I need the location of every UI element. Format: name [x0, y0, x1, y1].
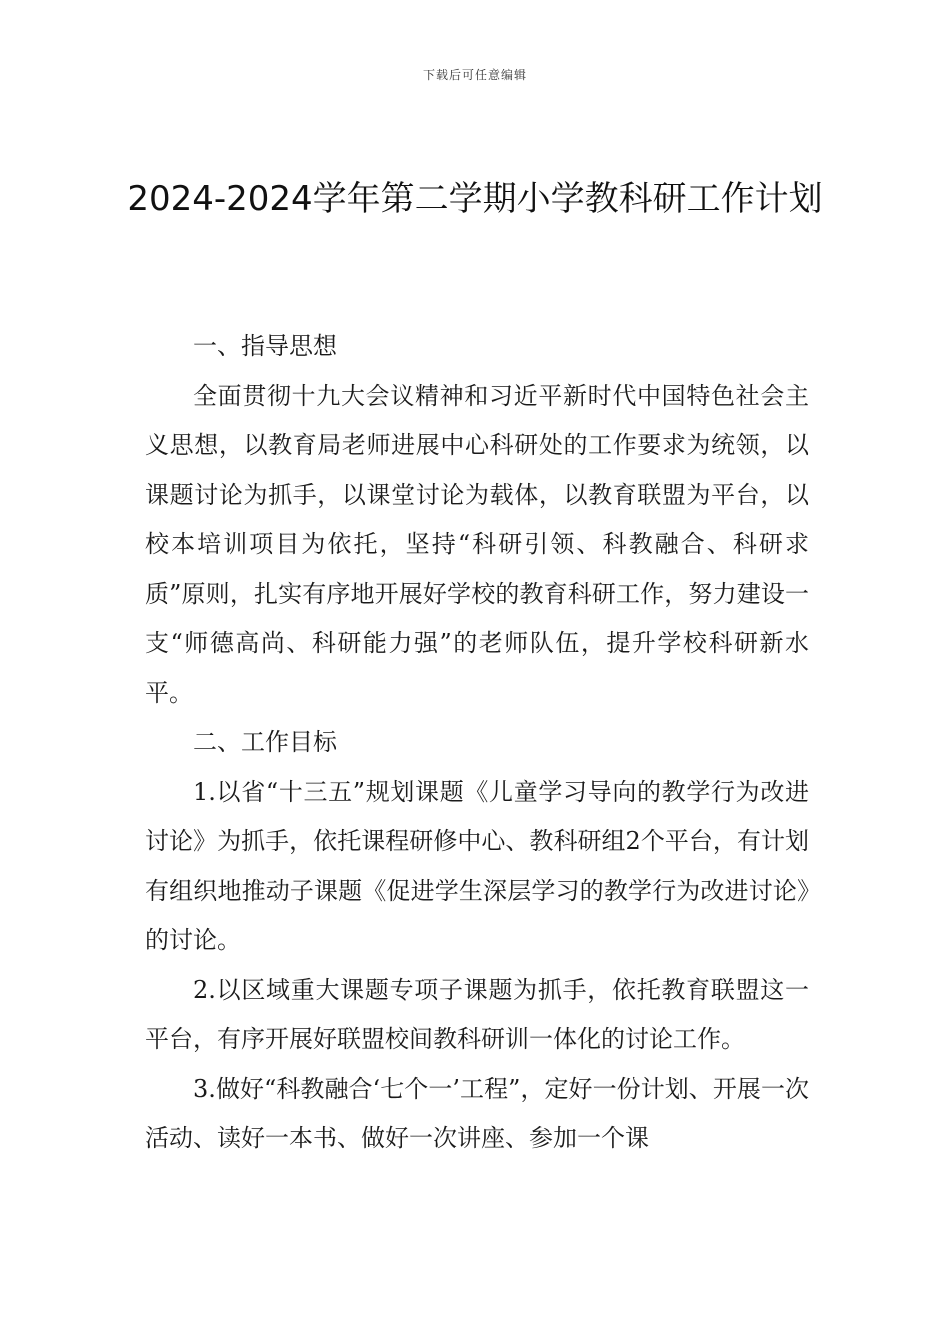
section-heading-work-goals: 二、工作目标	[193, 728, 337, 756]
paragraph-goal-3: 3.做好“科教融合‘七个一’工程”，定好一份计划、开展一次活动、读好一本书、做好一次讲座、参加一个课	[145, 1074, 809, 1152]
document-body	[145, 322, 809, 1164]
document-title: 2024-2024学年第二学期小学教科研工作计划	[127, 179, 823, 219]
paragraph-goal-2: 2.以区域重大课题专项子课题为抓手，依托教育联盟这一平台，有序开展好联盟校间教科研训一体化的讨论工作。	[145, 975, 809, 1053]
header-note: 下载后可任意编辑	[422, 68, 527, 82]
paragraph-guiding-ideology: 全面贯彻十九大会议精神和习近平新时代中国特色社会主义思想，以教育局老师进展中心科研处的工作要求为统领，以课题讨论为抓手，以课堂讨论为载体，以教育联盟为平台，以校本培训项目为依托，坚持“科研引领、科教融合、科研求质”原则，扎实有序地开展好学校的教育科研工作，努力建设一支“师德高尚、科研能力强”的老师队伍，提升学校科研新水平。	[145, 381, 809, 707]
paragraph-goal-1: 1.以省“十三五”规划课题《儿童学习导向的教学行为改进讨论》为抓手，依托课程研修中心、教科研组2个平台，有计划有组织地推动子课题《促进学生深层学习的教学行为改进讨论》的讨论。	[145, 777, 809, 954]
section-heading-guiding-ideology: 一、指导思想	[193, 332, 337, 360]
